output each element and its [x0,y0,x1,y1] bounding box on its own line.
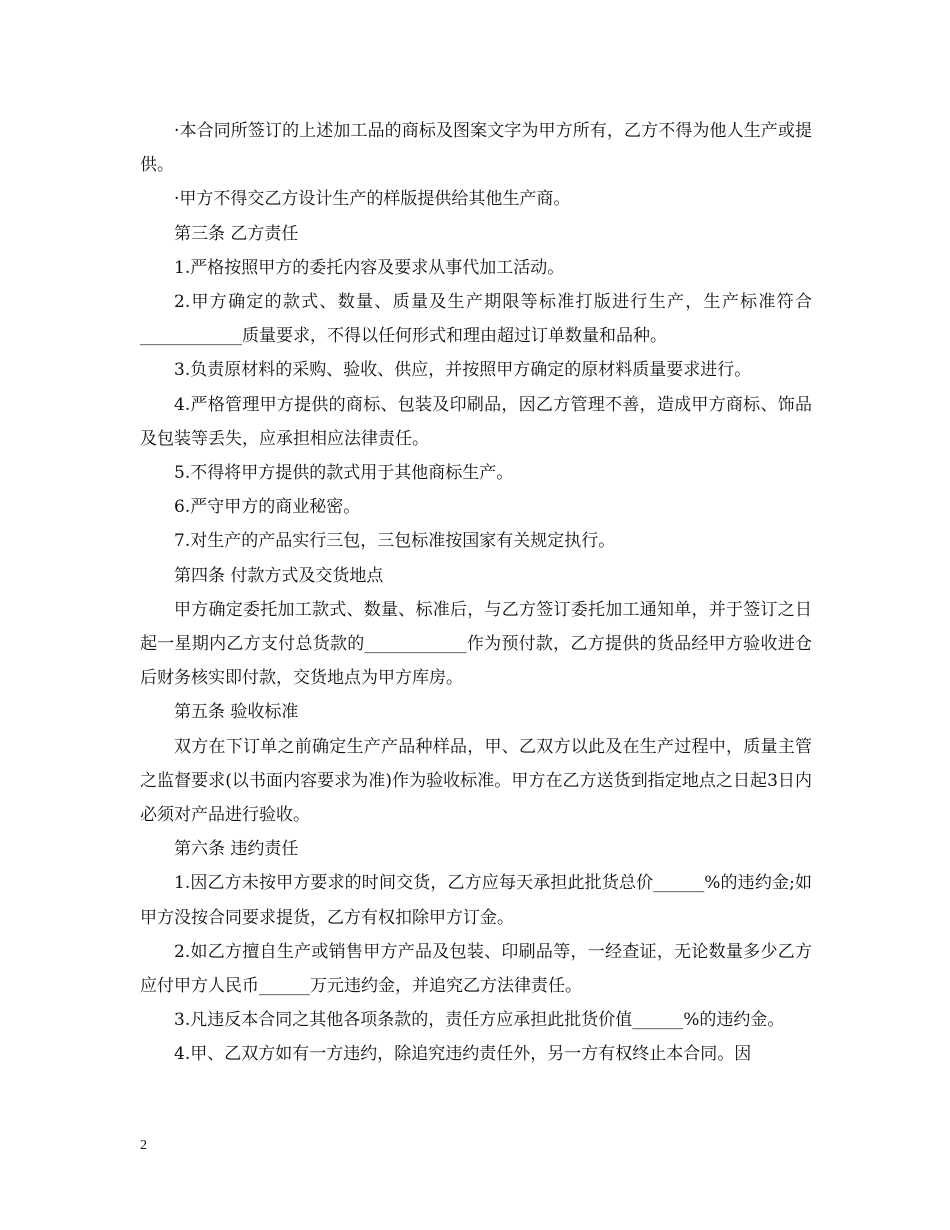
paragraph: 2.如乙方擅自生产或销售甲方产品及包装、印刷品等，一经查证，无论数量多少乙方应付甲方人民币______万元违约金，并追究乙方法律责任。 [140,941,812,997]
paragraph: 2.甲方确定的款式、数量、质量及生产期限等标准打版进行生产，生产标准符合____________质量要求，不得以任何形式和理由超过订单数量和品种。 [140,292,812,347]
paragraph: ·甲方不得交乙方设计生产的样版提供给其他生产商。 [174,189,571,210]
paragraph: 6.严守甲方的商业秘密。 [174,497,361,518]
paragraph: 4.甲、乙双方如有一方违约，除追究违约责任外，另一方有权终止本合同。因 [174,1044,752,1065]
paragraph: 3.负责原材料的采购、验收、供应，并按照甲方确定的原材料质量要求进行。 [174,360,752,381]
paragraph: 4.严格管理甲方提供的商标、包装及印刷品，因乙方管理不善，造成甲方商标、饰品及包装等丢失，应承担相应法律责任。 [140,394,812,449]
paragraph: 5.不得将甲方提供的款式用于其他商标生产。 [174,463,514,484]
paragraph: ·本合同所签订的上述加工品的商标及图案文字为甲方所有，乙方不得为他人生产或提供。 [140,121,812,176]
paragraph: 1.因乙方未按甲方要求的时间交货，乙方应每天承担此批货总价______%的违约金;如甲方没按合同要求提货，乙方有权扣除甲方订金。 [140,873,812,928]
document-body [140,114,812,1072]
paragraph: 3.凡违反本合同之其他各项条款的，责任方应承担此批货价值______%的违约金。 [174,1010,785,1031]
page-number: 2 [140,1138,147,1153]
section-heading: 第六条 违约责任 [174,839,299,860]
paragraph: 双方在下订单之前确定生产产品种样品，甲、乙双方以此及在生产过程中，质量主管之监督要求(以书面内容要求为准)作为验收标准。甲方在乙方送货到指定地点之日起3日内必须对产品进行验收。 [140,736,812,826]
paragraph: 7.对生产的产品实行三包，三包标准按国家有关规定执行。 [174,531,616,552]
paragraph: 1.严格按照甲方的委托内容及要求从事代加工活动。 [174,257,565,278]
section-heading: 第五条 验收标准 [174,702,299,723]
section-heading: 第三条 乙方责任 [174,223,299,244]
section-heading: 第四条 付款方式及交货地点 [174,565,384,586]
paragraph: 甲方确定委托加工款式、数量、标准后，与乙方签订委托加工通知单，并于签订之日起一星期内乙方支付总货款的____________作为预付款，乙方提供的货品经甲方验收进仓后财务核实即付款，交货地点为甲方库房。 [140,599,812,689]
